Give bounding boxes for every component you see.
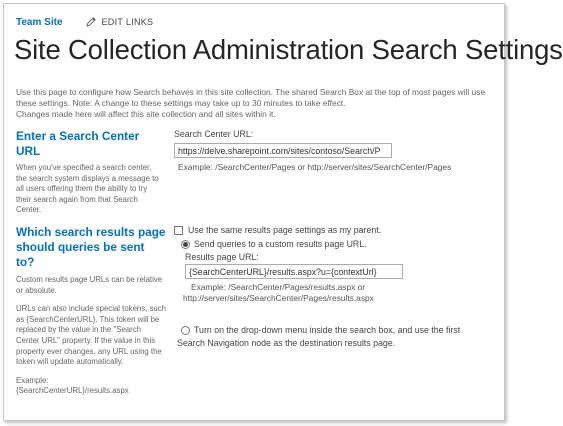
search-center-url-example: Example: /SearchCenter/Pages or http://server/sites/SearchCenter/Pages <box>178 162 452 172</box>
results-page-url-label: Results page URL: <box>185 252 259 262</box>
team-site-link[interactable]: Team Site <box>16 16 63 28</box>
page-title: Site Collection Administration Search Settings <box>14 34 563 65</box>
results-page-example-label: Example: <box>16 375 49 385</box>
custom-results-page-label: Send queries to a custom results page URL. <box>194 239 367 249</box>
results-page-example <box>16 376 166 397</box>
use-parent-checkbox[interactable] <box>174 226 183 235</box>
intro-line-2: Changes made here will affect this site collection and all sites within it. <box>16 109 276 119</box>
search-center-section-info <box>16 129 164 216</box>
edit-links-button[interactable] <box>85 16 154 28</box>
results-page-url-example-2: http://server/sites/SearchCenter/Pages/results.aspx <box>183 293 374 303</box>
results-page-example-value: {SearchCenterURL}/results.aspx <box>16 386 129 396</box>
dropdown-menu-radio[interactable] <box>181 326 190 335</box>
dropdown-menu-option[interactable] <box>181 325 504 335</box>
results-page-description-1: Custom results page URLs can be relative or absolute. <box>16 275 163 295</box>
search-center-url-label: Search Center URL: <box>174 129 254 139</box>
dropdown-menu-label-1: Turn on the drop-down menu inside the search box, and use the first <box>194 325 461 335</box>
results-page-section-info <box>16 225 166 397</box>
intro-text <box>16 87 500 120</box>
custom-results-page-radio[interactable] <box>181 240 190 249</box>
results-page-url-input[interactable] <box>185 264 403 279</box>
results-page-description-2: URLs can also include special tokens, such as {SearchCenterURL}. This token will be replaced by the value in the "Search Center URL" property. If the value in this property ever changes, any URL using the token will update automatically. <box>16 304 166 367</box>
custom-results-page-option[interactable] <box>181 239 504 249</box>
search-center-section-controls <box>174 129 494 172</box>
top-navigation <box>16 16 153 28</box>
intro-line-1: Use this page to configure how Search behaves in this site collection. The shared Search Box at the top of most pages will use these settings. Note: A change to these settings may take up to 30 minutes to take effect. <box>16 87 486 108</box>
pencil-icon <box>85 16 97 28</box>
dropdown-menu-label-2: Search Navigation node as the destination results page. <box>177 338 396 348</box>
results-page-section-controls <box>174 225 504 349</box>
search-center-heading: Enter a Search Center URL <box>16 129 140 158</box>
results-page-url-example-1: Example: /SearchCenter/Pages/results.aspx or <box>191 282 366 292</box>
edit-links-label: EDIT LINKS <box>101 17 154 27</box>
results-page-heading: Which search results page should queries be sent to? <box>16 225 166 269</box>
search-center-description: When you've specified a search center, the search system displays a message to all users offering them the ability to try their search again from that Search Center. <box>16 163 159 215</box>
use-parent-label: Use the same results page settings as my parent. <box>188 225 382 235</box>
use-parent-settings-option[interactable] <box>174 225 504 235</box>
page-frame <box>3 3 563 421</box>
search-center-url-input[interactable] <box>174 143 392 158</box>
